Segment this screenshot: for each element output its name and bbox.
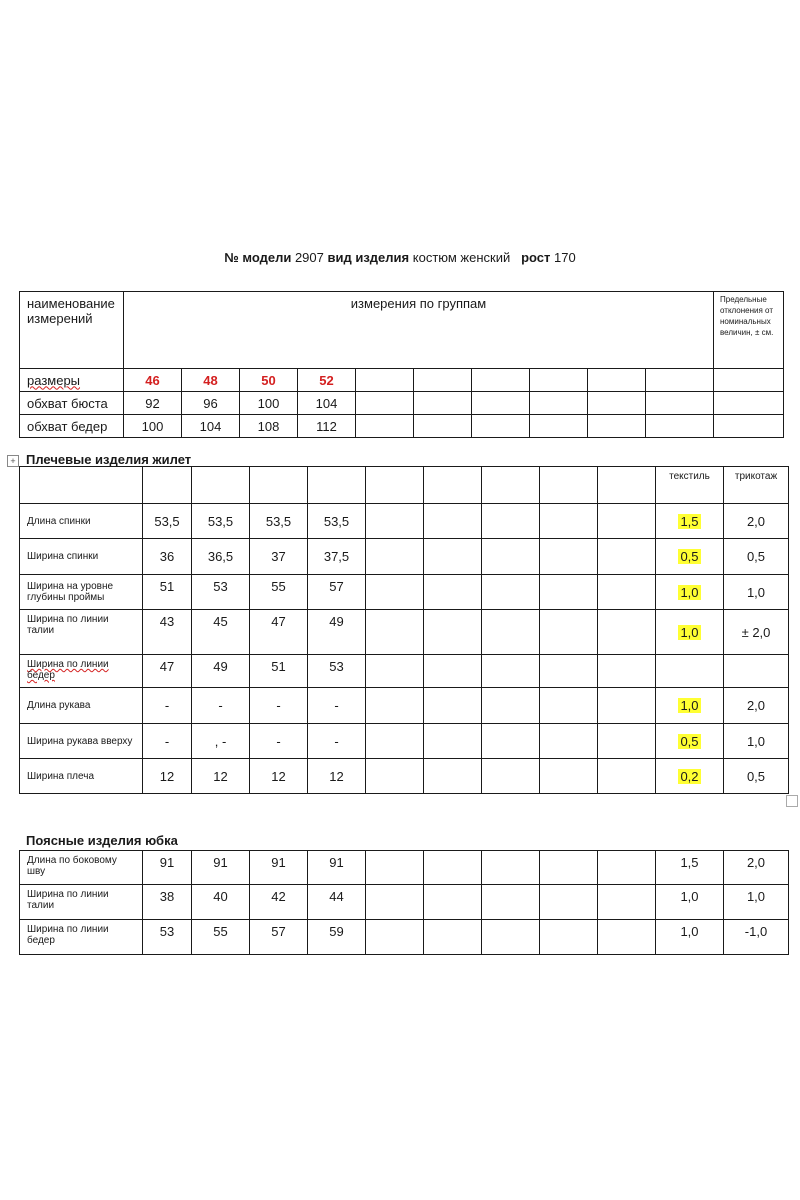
size-48: 48 — [182, 369, 240, 392]
row-name: Ширина на уровне глубины проймы — [20, 575, 143, 610]
cell-value: 49 — [308, 610, 366, 655]
cell-value: 53,5 — [308, 504, 366, 539]
document-title — [0, 250, 800, 265]
cell-value: 55 — [250, 575, 308, 610]
size-52: 52 — [298, 369, 356, 392]
cell-value: 112 — [298, 415, 356, 438]
cell-value: 12 — [143, 759, 192, 794]
row-name: Ширина по линии талии — [20, 885, 143, 920]
textile-value: 1,0 — [656, 920, 724, 955]
table-row — [20, 610, 789, 655]
height-value: 170 — [554, 250, 576, 265]
model-value: 2907 — [294, 250, 324, 265]
table-row — [20, 415, 784, 438]
cell-value: 53,5 — [192, 504, 250, 539]
groups-header: измерения по группам — [350, 296, 487, 311]
cell-value: 92 — [124, 392, 182, 415]
knit-value: 2,0 — [724, 688, 789, 724]
knit-value: 1,0 — [724, 575, 789, 610]
table-row — [20, 688, 789, 724]
vest-table — [19, 466, 789, 794]
textile-value: 0,5 — [680, 733, 699, 749]
table-row — [20, 851, 789, 885]
table-row — [20, 885, 789, 920]
cell-value: 51 — [143, 575, 192, 610]
cell-value: 36,5 — [192, 539, 250, 575]
table-row — [20, 392, 784, 415]
table-row — [20, 724, 789, 759]
table-row — [20, 539, 789, 575]
row-name: обхват бедер — [20, 415, 124, 438]
cell-value: 53 — [308, 655, 366, 688]
cell-value: 43 — [143, 610, 192, 655]
cell-value: 44 — [308, 885, 366, 920]
cell-value: 100 — [240, 392, 298, 415]
knit-value: ± 2,0 — [724, 610, 789, 655]
cell-value: 47 — [250, 610, 308, 655]
knit-value: 1,0 — [724, 885, 789, 920]
cell-value: 59 — [308, 920, 366, 955]
type-value: костюм женский — [412, 250, 511, 265]
cell-value: 96 — [182, 392, 240, 415]
cell-value: - — [250, 724, 308, 759]
cell-value: - — [308, 724, 366, 759]
table-resize-handle-icon[interactable] — [786, 795, 798, 807]
cell-value: 12 — [250, 759, 308, 794]
cell-value: 12 — [192, 759, 250, 794]
type-label: вид изделия — [327, 250, 410, 265]
row-name: Ширина по линии талии — [20, 610, 143, 655]
textile-header: текстиль — [656, 467, 724, 504]
knit-value: 2,0 — [724, 851, 789, 885]
cell-value: 47 — [143, 655, 192, 688]
cell-value: 12 — [308, 759, 366, 794]
cell-value: - — [192, 688, 250, 724]
cell-value: 55 — [192, 920, 250, 955]
cell-value: 104 — [182, 415, 240, 438]
cell-value: 57 — [308, 575, 366, 610]
textile-value: 1,5 — [656, 851, 724, 885]
cell-value: 53,5 — [250, 504, 308, 539]
textile-value: 1,0 — [680, 584, 699, 600]
table-row — [20, 504, 789, 539]
table-row — [20, 575, 789, 610]
knit-value: 0,5 — [724, 759, 789, 794]
row-name: Длина рукава — [20, 688, 143, 724]
row-name: обхват бюста — [20, 392, 124, 415]
cell-value: 53 — [192, 575, 250, 610]
sizes-row — [20, 369, 784, 392]
textile-value: 1,0 — [680, 624, 699, 640]
name-header-cell — [20, 292, 124, 369]
vest-header-row — [20, 467, 789, 504]
sizes-table — [19, 291, 784, 438]
row-name: Ширина по линии бедер — [20, 920, 143, 955]
cell-value: 49 — [192, 655, 250, 688]
cell-value: 45 — [192, 610, 250, 655]
groups-header-cell — [124, 292, 714, 369]
name-header: наименование измерений — [27, 296, 115, 326]
skirt-table — [19, 850, 789, 955]
cell-value: - — [308, 688, 366, 724]
skirt-section-title: Поясные изделия юбка — [26, 833, 178, 848]
tolerance-header-cell — [714, 292, 784, 369]
tolerance-header: Предельные отклонения от номинальных величин, ± см. — [720, 295, 774, 337]
cell-value: 108 — [240, 415, 298, 438]
row-name: Длина по боковому шву — [20, 851, 143, 885]
cell-value: 100 — [124, 415, 182, 438]
cell-value: 53,5 — [143, 504, 192, 539]
knit-header: трикотаж — [724, 467, 789, 504]
cell-value: , - — [192, 724, 250, 759]
textile-value: 1,0 — [680, 698, 699, 713]
cell-value: 42 — [250, 885, 308, 920]
cell-value: 53 — [143, 920, 192, 955]
cell-value: - — [143, 724, 192, 759]
table-move-handle-icon[interactable]: + — [7, 455, 19, 467]
knit-value: -1,0 — [724, 920, 789, 955]
row-name: Длина спинки — [20, 504, 143, 539]
cell-value: - — [250, 688, 308, 724]
model-label: № модели — [224, 250, 292, 265]
row-name: Ширина спинки — [20, 539, 143, 575]
vest-section-title: Плечевые изделия жилет — [26, 452, 192, 467]
table-row — [20, 655, 789, 688]
cell-value: 91 — [143, 851, 192, 885]
knit-value: 2,0 — [724, 504, 789, 539]
cell-value: 51 — [250, 655, 308, 688]
cell-value: 104 — [298, 392, 356, 415]
table-row — [20, 920, 789, 955]
knit-value: 1,0 — [724, 724, 789, 759]
height-label: рост — [521, 250, 551, 265]
knit-value: 0,5 — [724, 539, 789, 575]
cell-value: 57 — [250, 920, 308, 955]
cell-value: 40 — [192, 885, 250, 920]
row-name: Ширина плеча — [20, 759, 143, 794]
cell-value: 37 — [250, 539, 308, 575]
cell-value: 36 — [143, 539, 192, 575]
cell-value: 91 — [250, 851, 308, 885]
cell-value: - — [143, 688, 192, 724]
size-50: 50 — [240, 369, 298, 392]
textile-value: 1,0 — [656, 885, 724, 920]
knit-value — [724, 655, 789, 688]
sizes-label: размеры — [27, 372, 81, 388]
cell-value: 38 — [143, 885, 192, 920]
cell-value: 37,5 — [308, 539, 366, 575]
row-name: Ширина рукава вверху — [20, 724, 143, 759]
row-name: Ширина по линии бедер — [27, 659, 109, 681]
size-46: 46 — [124, 369, 182, 392]
textile-value: 0,5 — [680, 549, 699, 564]
cell-value: 91 — [192, 851, 250, 885]
textile-value — [656, 655, 724, 688]
textile-value: 0,2 — [680, 768, 699, 784]
cell-value: 91 — [308, 851, 366, 885]
textile-value: 1,5 — [680, 513, 699, 529]
table-row — [20, 759, 789, 794]
